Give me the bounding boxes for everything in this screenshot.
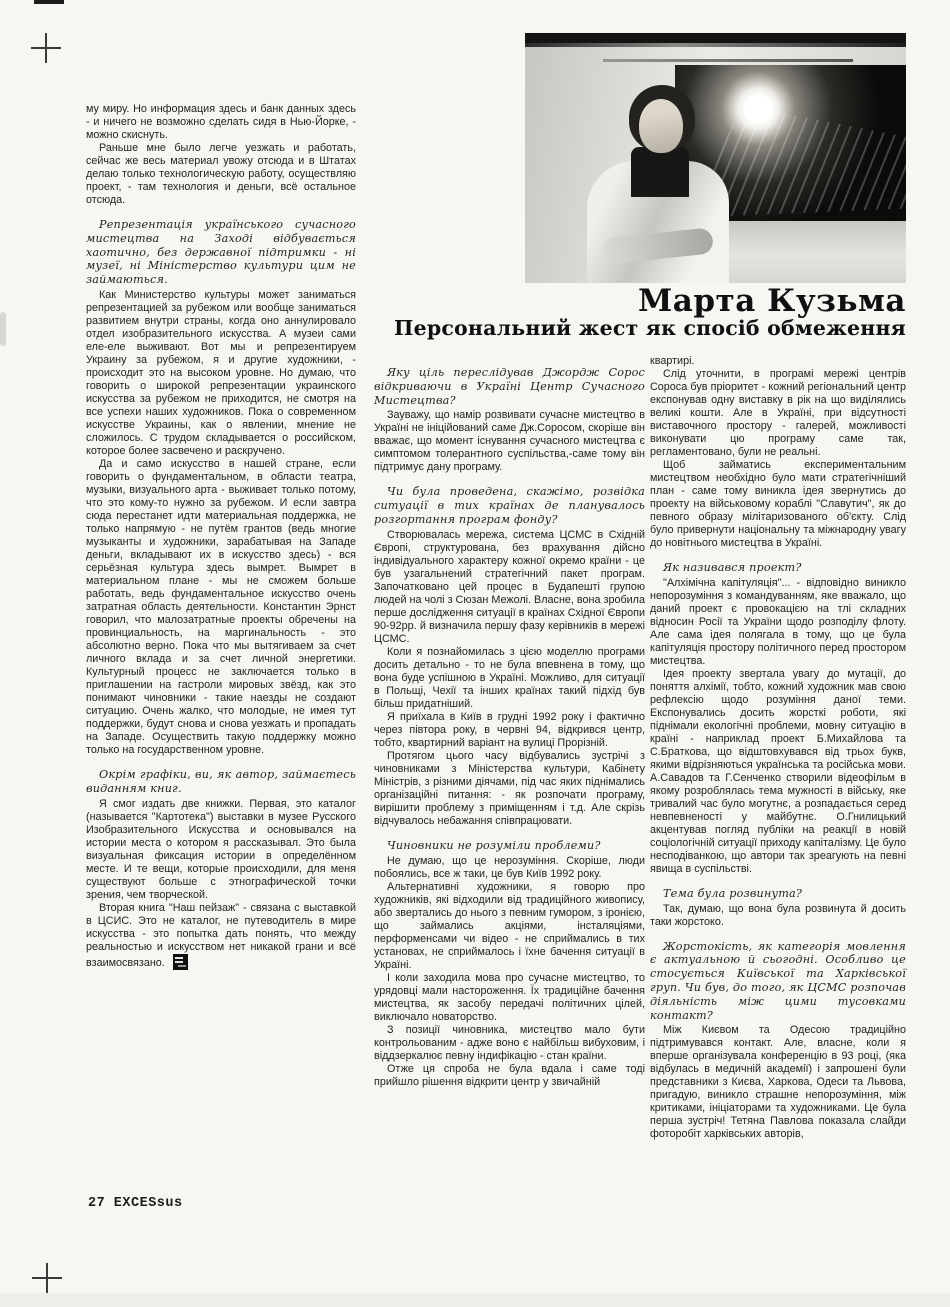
paragraph: Між Києвом та Одесою традиційно підтримувався контакт. Але, власне, коли я вперше організувала конференцію в 93 році, (яка відбулась в медичній академії) і запрошені були представники з Києва, Харкова, Одеси та Львова, пригадую, виникло страшне непорозуміння, між критиками, ініціаторами та художниками. Це була перша зустріч! Тетяна Павлова показала слайди фоторобіт харківських авторів, xyxy=(650,1024,906,1141)
paragraph: Не думаю, що це нерозуміння. Скоріше, люди побоялись, все ж таки, це був Київ 1992 року. xyxy=(374,854,645,880)
photo-ceiling-shadow xyxy=(525,43,906,47)
paragraph: "Алхімічна капітуляція"... - відповідно виникло непорозуміння з командуванням, яке вважало, що даний проект є провокацією на тлі складних відносин Росії та України щодо розподілу флоту. Але сама ідея полягала в тому, що це була капітуляція простору політичного перед простором мистецтва. xyxy=(650,576,906,667)
scan-edge-mark xyxy=(34,0,64,4)
paragraph: Слід уточнити, в програмі мережі центрів Сороса був пріоритет - кожний регіональний центр експонував одну виставку в рік на що виділялись великі кошти. Але в Україні, при відсутності виставочного простору - галерей, можливості виконувати цю програму саме так, регламентовано, були не реальні. xyxy=(650,368,906,458)
question-paragraph: Жорстокість, як категорія мовлення є актуальною й сьогодні. Особливо це стосується Київської та Харківської груп. Чи був, до того, як ЦСМС розпочав діяльність між цими тусовками контакт? xyxy=(650,939,906,1022)
paragraph: Ідея проекту звертала увагу до мутації, до поняття алхімії, тобто, кожний художник мав свою рефлексію щодо розуміння даної теми. Експонувались досить жорсткі роботи, які піднімали екологічні проблеми, мовну ситуацію в країні - наприклад проект Б.Михайлова та С.Браткова, що відштовхувався від трьох букв, якими відрізняються українська та російська мови. А.Савадов та Г.Сенченко створили відеофільм в якому розроблялась тема мужності в війську, яке тривалий час було могутнє, а розпадається серед невпевненості у майбутнє. О.Гнилицький акцентував погляд публіки на реакції в новій соціологічній ситуації приходу капіталізму. Це було несподіванкою, що автори так зреагують на певні явища в суспільстві. xyxy=(650,667,906,875)
paragraph: Зауважу, що намір розвивати сучасне мистецтво в Україні не ініційований саме Дж.Соросом, скоріше він вважає, що момент існування сучасного мистецтва є симптомом толерантного суспільства,-саме тому він підтримує дану програму. xyxy=(374,409,645,474)
question-paragraph: Окрім графіки, ви, як автор, займаєтесь виданням книг. xyxy=(86,767,356,795)
face-shape xyxy=(639,99,683,153)
shirt-shape xyxy=(631,147,689,197)
question-paragraph: Яку ціль переслідував Джордж Сорос відкриваючи в Україні Центр Сучасного Мистецтва? xyxy=(374,366,645,407)
question-paragraph: Тема була розвинута? xyxy=(663,886,803,900)
middle-column xyxy=(374,355,645,1089)
paragraph: Отже ця спроба не була вдала і саме тоді прийшло рішення відкрити центр у звичайній xyxy=(374,1062,645,1088)
question-paragraph: Як називався проект? xyxy=(663,561,802,574)
paragraph: Раньше мне было легче уезжать и работать, сейчас же весь материал увожу отсюда и в Штатах делаю только технологическую работу, осуществляю проект, - там технология и деньги, всё остальное отсюда. xyxy=(86,142,356,206)
paragraph: Протягом цього часу відбувались зустрічі з чиновниками з Міністерства культури, Кабінету Міністрів, з різними діячами, під час яких піднімались організаційні питання: - як розпочати програму, вирішити проблему з приміщенням і т.д. Але скрізь відчувалось небажання співпрацювати. xyxy=(374,749,645,827)
question-paragraph: Чи була проведена, скажімо, розвідка ситуації в тих країнах де планувалось розгортання програм фонду? xyxy=(374,485,645,526)
article-subtitle: Персональний жест як спосіб обмеження xyxy=(394,316,906,340)
portrait-photo xyxy=(525,33,906,283)
paragraph: І коли заходила мова про сучасне мистецтво, то урядовці мали настороження. Їх традиційне бачення мистецтва, як засобу передачі політичних цілей, виключало новаторство. xyxy=(374,971,645,1023)
scan-smudge xyxy=(0,312,6,346)
left-column xyxy=(86,103,356,970)
photo-ceiling-bar xyxy=(525,33,906,43)
paragraph: Я приїхала в Київ в грудні 1992 року і фактично через півтора року, в червні 94, відкрився центр, тобто, квартирний варіант на вулиці Прорізній. xyxy=(374,710,645,749)
photo-light-track xyxy=(603,59,853,62)
right-column xyxy=(650,355,906,1141)
paragraph: Вторая книга "Наш пейзаж" - связана с выставкой в ЦСИС. Это не каталог, не путеводитель в мире искусства - это попытка дать понять, что между реальностью и искусством нет никакой грани и всё взаимосвязано. xyxy=(86,901,356,969)
crop-mark-icon xyxy=(31,33,61,63)
question-paragraph: Чиновники не розуміли проблеми? xyxy=(387,838,601,852)
paragraph: Я смог издать две книжки. Первая, это каталог (называется "Картотека") выставки в музее Русского Изобразительного Искусства и основывался на истории места о котором я рассказывал. Это была визуальная фиксация истории в определённом месте. И те вещи, которые происходили, для меня существуют больше с этнографической точки зрения, чем творческой. xyxy=(86,797,356,901)
paragraph: З позиції чиновника, мистецтво мало бути контрольованим - адже воно є найбільш вибуховим, і віддзеркалює певну індифікацію - стан країни. xyxy=(374,1023,645,1062)
paragraph: Так, думаю, що вона була розвинута й досить таки жорстоко. xyxy=(650,902,906,928)
paragraph: Створювалась мережа, система ЦСМС в Східній Європі, структурована, без врахування дійсно індивідуального характеру кожної окремо країни - це був узагальнений стратегічний пакет програм. Започатковано цей процес в Будапешті групою людей на чолі з Сюзан Межолі. Власне, вона зробила перше дослідження ситуації в країнах Східної Європи 90-92рр. й визначила першу фазу керівників в мережі ЦСМС. xyxy=(374,528,645,645)
paragraph: Коли я познайомилась з цією моделлю програми досить детально - то не була впевнена в тому, що вона буде успішною в Україні. Можливо, для ситуації в Польщі, Чехії та інших країнах такий підхід був більш придатніший. xyxy=(374,645,645,710)
end-of-article-icon xyxy=(173,954,188,970)
paragraph: квартирі. xyxy=(650,355,695,367)
paragraph: Да и само искусство в нашей стране, если говорить о фундаментальном, в области театра, музыки, визуального арта - выживает только потому, что это кому-то нужно за рубежом. И если завтра сюда перестанет идти материальная поддержка, не только напрямую - не путём грантов (ведь многие музыканты и художники, зарабатывая на Западе деньги, вкладывают их в искусство здесь) - вся серьёзная культура здесь вымрет. Вымрет в материальном плане - мы не сможем больше работать, ведь фундаментальное искусство очень затратная область деятельности. Константин Эрнст говорил, что малозатратные проекты обречены на провинциальность, на маргинальность - это абсолютно верно. Пока что мы вытягиваем за счет личного вклада и за счет личной энергетики. Культурный процесс не заключается только в приглашении на гастроли мировых звёзд, как это понимают чиновники - такие наезды не создают ситуацию. Очень жалко, что молодые, не имея тут поддержки, будут снова и снова уезжать и пропадать на Западе. Осуществить такую поддержку можно только на государственном уровне. xyxy=(86,457,356,756)
paragraph: Альтернативні художники, я говорю про художників, які відходили від традиційного живопису, або звертались до нього з певним гумором, з іронією, що займались акціями, інсталяціями, перформенсами чи відео - не сприймались в тих установах, не сприймалось і їхне бачення ситуації в Україні. xyxy=(374,880,645,971)
woman-figure xyxy=(587,85,729,283)
paragraph: Как Министерство культуры может заниматься репрезентацией за рубежом или вообще заниматься развитием внутри страны, когда оно аннулировало отдел изобразительного искусства. А музеи сами еле-еле выживают. Вот мы и репрезентируем Украину за рубежом, я и другие художники, - происходит это на высоком уровне. Но думаю, что говорить о широкой репрезентации украинского искусства за рубежом не приходится, не смотря на все успехи наших художников. Пока о современном искусстве Украины, как о явлении, мнение не сложилось. С трудом складывается о российском, которое более засвечено и раскручено. xyxy=(86,288,356,457)
crop-mark-icon xyxy=(32,1263,62,1293)
page-number: 27 EXCESsus xyxy=(88,1196,183,1211)
paragraph: му миру. Но информация здесь и банк данных здесь - и ничего не возможно сделать сидя в Нью-Йорке, - можно скиснуть. xyxy=(86,103,356,141)
paragraph: Щоб займатись експериментальним мистецтвом необхідно було мати стратегічніший план - саме тому виникла ідея звернутись до проекту на військовому кораблі "Славутич", як до певного образу мілітаризованого об'єкту. Слід було привернути національну та міжнародну увагу до новітнього мистецтва в Україні. xyxy=(650,459,906,549)
article-author-title: Марта Кузьма xyxy=(637,283,906,319)
title-block xyxy=(394,283,906,340)
question-paragraph: Репрезентація українського сучасного мистецтва на Заході відбувається хаотично, без державної підтримки - ні музеї, ні Міністерство культури цим не займаються. xyxy=(86,218,356,287)
